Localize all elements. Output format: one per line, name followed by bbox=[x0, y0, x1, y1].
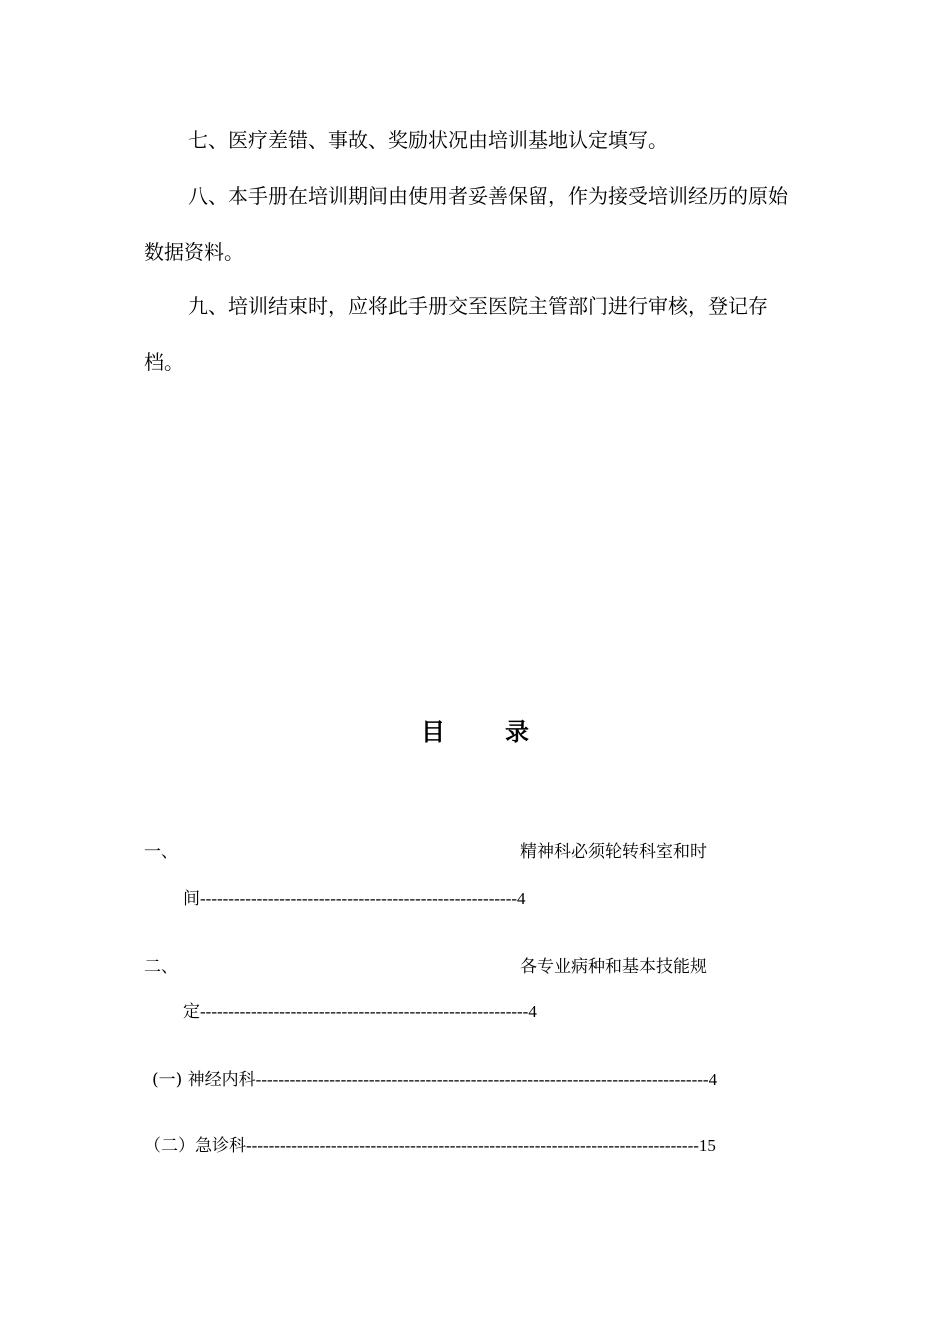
toc-entry-1-title-end: 间 bbox=[183, 889, 200, 909]
toc-entry-neurology-leader: -------------------------------------------------------------------------------- bbox=[255, 1070, 709, 1089]
toc-entry-2-continuation[interactable] bbox=[183, 1000, 537, 1024]
paragraph-7: 七、医疗差错、事故、奖励状况由培训基地认定填写。 bbox=[188, 128, 668, 152]
toc-entry-2-title: 各专业病种和基本技能规 bbox=[520, 957, 707, 977]
toc-entry-1-continuation[interactable] bbox=[183, 887, 526, 911]
toc-title-char-1: 目 bbox=[421, 717, 445, 746]
toc-entry-neurology-label: (一) 神经内科 bbox=[152, 1070, 256, 1090]
toc-entry-1-page: 4 bbox=[517, 889, 526, 908]
toc-entry-neurology[interactable] bbox=[152, 1068, 717, 1092]
paragraph-8: 八、本手册在培训期间由使用者妥善保留，作为接受培训经历的原始数据资料。 bbox=[144, 184, 788, 264]
toc-entry-1-number: 一、 bbox=[144, 842, 178, 862]
toc-title-char-2: 录 bbox=[505, 717, 529, 746]
paragraph-9: 九、培训结束时，应将此手册交至医院主管部门进行审核，登记存档。 bbox=[144, 294, 768, 374]
toc-entry-emergency-label: （二）急诊科 bbox=[144, 1136, 246, 1156]
toc-entry-1-leader: -------------------------------------------------------- bbox=[200, 889, 518, 908]
toc-entry-2-title-end: 定 bbox=[183, 1002, 200, 1022]
toc-entry-2-number: 二、 bbox=[144, 957, 178, 977]
toc-title bbox=[0, 712, 950, 747]
toc-entry-1-title: 精神科必须轮转科室和时 bbox=[520, 842, 707, 862]
toc-entry-neurology-page: 4 bbox=[708, 1070, 718, 1089]
toc-entry-emergency-page: 15 bbox=[698, 1136, 716, 1155]
toc-entry-emergency[interactable] bbox=[144, 1134, 716, 1158]
toc-entry-2-page: 4 bbox=[528, 1002, 537, 1021]
toc-entry-2-leader: ---------------------------------------------------------- bbox=[200, 1002, 529, 1021]
toc-entry-emergency-leader: -------------------------------------------------------------------------------- bbox=[246, 1136, 699, 1155]
